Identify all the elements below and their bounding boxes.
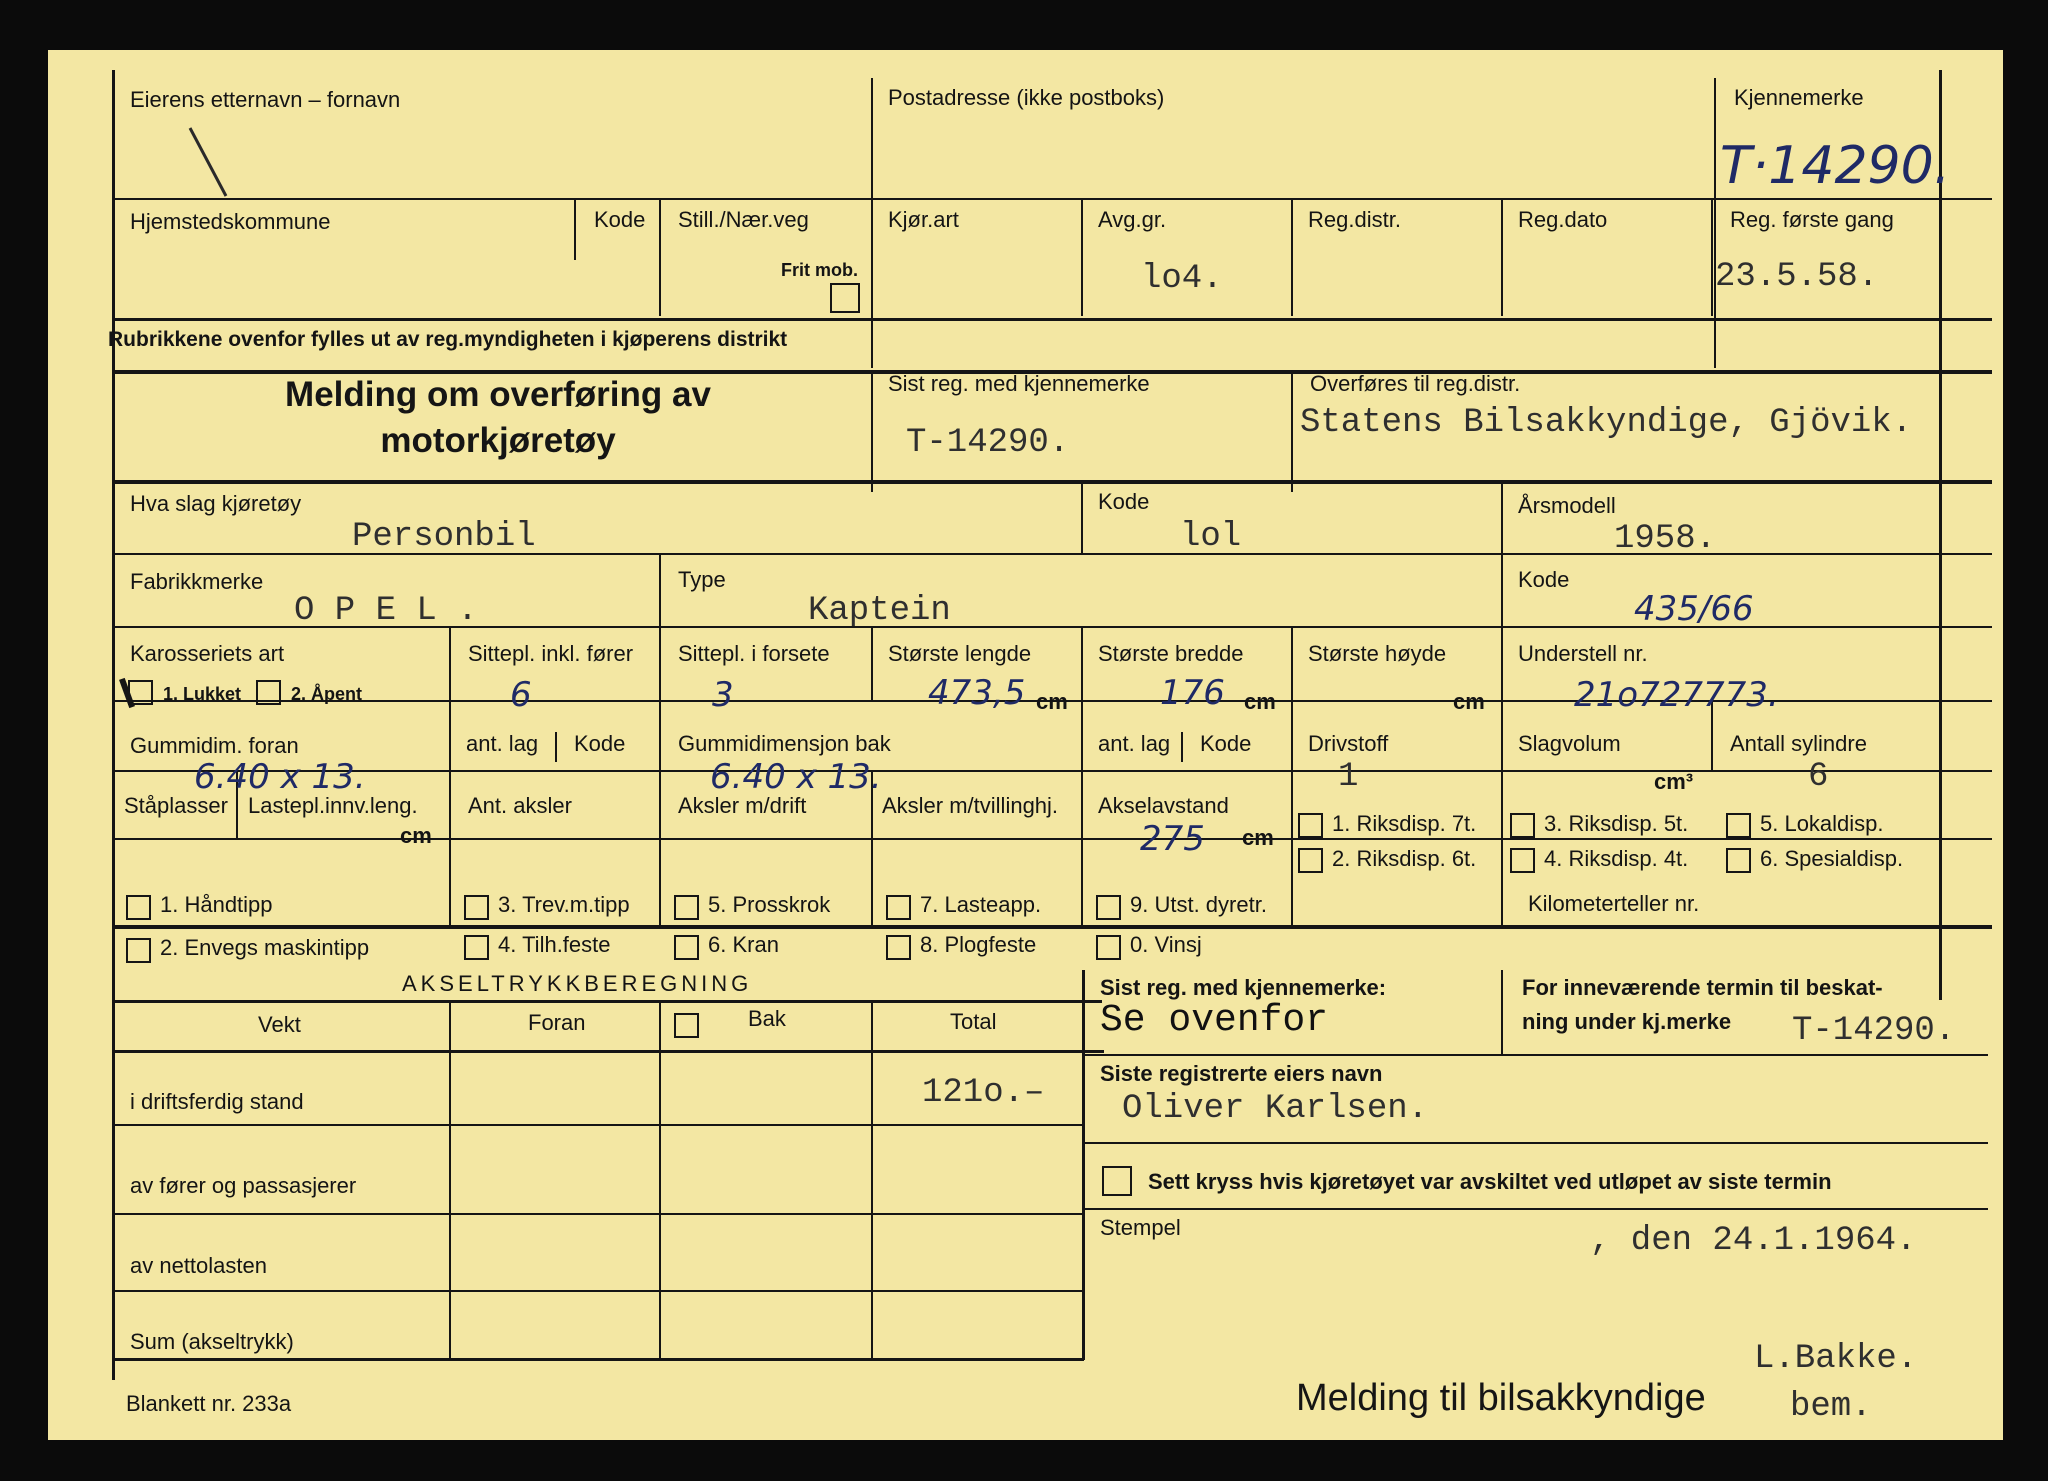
divider (112, 925, 1992, 929)
axle-col-total: Total (950, 1009, 997, 1034)
axle-heading: AKSELTRYKKBEREGNING (402, 971, 753, 996)
twin-axles-label: Aksler m/tvillinghj. (882, 793, 1059, 818)
divider (1081, 702, 1083, 772)
divider (1291, 374, 1293, 492)
drive-axles-label: Aksler m/drift (678, 793, 807, 818)
trev-tipp-label: 3. Trev.m.tipp (498, 892, 630, 917)
frit-mob-label: Frit mob. (781, 260, 858, 280)
seats-label: Sittepl. inkl. fører (468, 641, 634, 666)
divider (659, 628, 661, 701)
tire-rear-label: Gummidimensjon bak (678, 731, 891, 756)
form-title-line1: Melding om overføring av (285, 375, 711, 414)
divider (112, 480, 1992, 484)
wheelbase-value: 275 (1140, 819, 1205, 859)
frame-right-line (1939, 70, 1942, 1000)
width-unit: cm (1244, 689, 1276, 714)
vinsj-checkbox[interactable] (1096, 935, 1121, 960)
to-district-label: Overføres til reg.distr. (1310, 371, 1521, 396)
signature-date: , den 24.1.1964. (1590, 1222, 1917, 1260)
divider (114, 1050, 1104, 1053)
standing-label: Ståplasser (124, 793, 228, 818)
divider (112, 1290, 1084, 1292)
term-label-line2: ning under kj.merke (1522, 1009, 1732, 1034)
front-seats-value: 3 (712, 675, 734, 715)
axle-count-label: Ant. aksler (468, 793, 572, 818)
height-label: Største høyde (1308, 641, 1447, 666)
tilh-feste-label: 4. Tilh.feste (498, 932, 611, 957)
last-owner-value: Oliver Karlsen. (1122, 1090, 1429, 1128)
frit-mob-checkbox[interactable] (830, 283, 860, 313)
divider (1501, 702, 1503, 772)
authority-note: Rubrikkene ovenfor fylles ut av reg.myndigheten i kjøperens distrikt (108, 328, 788, 351)
tire-front-ply-label: ant. lag (466, 731, 539, 756)
fuel-label: Drivstoff (1308, 731, 1389, 756)
maskintipp-label: 2. Envegs maskintipp (160, 935, 370, 960)
handtipp-checkbox[interactable] (126, 895, 151, 920)
displacement-label: Slagvolum (1518, 731, 1621, 756)
divider (1291, 772, 1293, 927)
type-code-value: 435/66 (1634, 589, 1754, 629)
tire-rear-code-label: Kode (1200, 731, 1252, 756)
trev-tipp-checkbox[interactable] (464, 895, 489, 920)
type-label: Type (678, 567, 726, 592)
chassis-value: 21o727773. (1574, 675, 1779, 715)
tire-front-code-label: Kode (574, 731, 626, 756)
axle-row-operational-total: 121o.– (922, 1074, 1045, 1112)
form-title (198, 372, 798, 464)
frame-left-line (112, 70, 115, 1380)
riksdisp-1-label: 1. Riksdisp. 7t. (1332, 811, 1477, 836)
seats-value: 6 (510, 675, 532, 715)
divider (449, 628, 451, 701)
body-open-label: 2. Åpent (291, 684, 363, 704)
fuel-value: 1 (1338, 758, 1359, 796)
signer-title: bem. (1790, 1388, 1872, 1426)
model-year-label: Årsmodell (1518, 493, 1616, 518)
divider (1081, 484, 1083, 554)
divider (659, 702, 661, 772)
axle-col-weight: Vekt (258, 1012, 301, 1037)
first-reg-value: 23.5.58. (1715, 258, 1879, 296)
fee-group-value: lo4. (1141, 260, 1223, 298)
divider (1083, 1142, 1988, 1144)
divider (871, 78, 873, 368)
divider (112, 1358, 1084, 1361)
divider (112, 1124, 1084, 1126)
stamp-label: Stempel (1100, 1215, 1181, 1240)
body-open-checkbox[interactable] (256, 680, 281, 705)
axle-row-passengers: av fører og passasjerer (130, 1173, 357, 1198)
type-value: Kaptein (808, 592, 951, 630)
divider (1714, 78, 1716, 368)
divider (112, 318, 1992, 321)
divider (659, 772, 661, 927)
front-seats-label: Sittepl. i forsete (678, 641, 830, 666)
length-value: 473,5 (928, 673, 1026, 713)
plogfeste-checkbox[interactable] (886, 935, 911, 960)
type-code-label: Kode (1518, 567, 1570, 592)
length-unit: cm (1036, 689, 1068, 714)
divider (574, 200, 576, 260)
drive-type-label: Kjør.art (888, 207, 959, 232)
pen-mark (186, 122, 246, 202)
tire-rear-value: 6.40 x 13. (710, 757, 882, 797)
spesialdisp-label: 6. Spesialdisp. (1760, 846, 1904, 871)
divider (449, 702, 451, 772)
odometer-label: Kilometerteller nr. (1528, 891, 1700, 916)
divider (1081, 772, 1083, 927)
divider (1083, 1054, 1988, 1056)
lasteapp-checkbox[interactable] (886, 895, 911, 920)
divider (449, 772, 451, 927)
divider (449, 1003, 451, 1358)
plate-value: T·14290. (1720, 136, 1951, 196)
prosskrok-checkbox[interactable] (674, 895, 699, 920)
reg-district-label: Reg.distr. (1308, 207, 1401, 232)
address-label: Postadresse (ikke postboks) (888, 85, 1165, 110)
axle-col-front: Foran (528, 1010, 586, 1035)
divider (659, 1003, 661, 1358)
prosskrok-label: 5. Prosskrok (708, 892, 831, 917)
divider (1291, 200, 1293, 316)
divider (1501, 555, 1503, 627)
wheelbase-label: Akselavstand (1098, 793, 1229, 818)
owner-label: Eierens etternavn – fornavn (130, 87, 401, 112)
plate-label: Kjennemerke (1734, 85, 1864, 110)
kran-checkbox[interactable] (674, 935, 699, 960)
model-year-value: 1958. (1614, 520, 1717, 558)
vehicle-kind-label: Hva slag kjøretøy (130, 491, 302, 516)
reg-date-label: Reg.dato (1518, 207, 1608, 232)
body-closed-label: 1. Lukket (163, 684, 242, 704)
term-label-line1: For inneværende termin til beskat- (1522, 975, 1883, 1000)
cargo-length-label: Lastepl.innv.leng. (248, 793, 418, 818)
divider (112, 770, 1992, 772)
kran-label: 6. Kran (708, 932, 779, 957)
kind-code-value: lol (1180, 518, 1242, 556)
axle-col-rear: Bak (748, 1006, 786, 1031)
code-label: Kode (594, 207, 646, 232)
divider (1081, 628, 1083, 701)
divider (1711, 200, 1713, 316)
divider (1181, 732, 1183, 762)
divider (1082, 970, 1085, 1360)
displacement-unit: cm³ (1654, 769, 1694, 794)
length-label: Største lengde (888, 641, 1032, 666)
divider (1501, 970, 1503, 1055)
divider (871, 628, 873, 701)
utst-dyretr-checkbox[interactable] (1096, 895, 1121, 920)
axle-rear-checkbox[interactable] (674, 1013, 699, 1038)
maskintipp-checkbox[interactable] (126, 938, 151, 963)
handtipp-label: 1. Håndtipp (160, 892, 273, 917)
fee-group-label: Avg.gr. (1098, 207, 1167, 232)
tilh-feste-checkbox[interactable] (464, 935, 489, 960)
form-number: Blankett nr. 233a (126, 1391, 292, 1416)
lasteapp-label: 7. Lasteapp. (920, 892, 1042, 917)
term-plate-value: T-14290. (1792, 1012, 1956, 1050)
divider (1291, 702, 1293, 772)
last-reg-plate-label: Sist reg. med kjennemerke (888, 371, 1150, 396)
divider (1081, 200, 1083, 316)
divider (1501, 628, 1503, 701)
plogfeste-label: 8. Plogfeste (920, 932, 1037, 957)
divider (1501, 772, 1503, 927)
deregistered-label: Sett kryss hvis kjøretøyet var avskiltet ved utløpet av siste termin (1148, 1169, 1832, 1194)
to-district-value: Statens Bilsakkyndige, Gjövik. (1300, 404, 1913, 442)
divider (112, 1000, 1102, 1003)
width-label: Største bredde (1098, 641, 1244, 666)
cylinders-value: 6 (1808, 758, 1829, 796)
riksdisp-2-checkbox[interactable] (1298, 848, 1323, 873)
axle-row-netload: av nettolasten (130, 1253, 267, 1278)
make-value: O P E L . (294, 592, 478, 630)
road-label: Still./Nær.veg (678, 207, 809, 232)
riksdisp-3-checkbox[interactable] (1510, 813, 1535, 838)
tire-front-label: Gummidim. foran (130, 733, 299, 758)
body-type-label: Karosseriets art (130, 641, 285, 666)
divider (112, 198, 1992, 200)
tire-rear-ply-label: ant. lag (1098, 731, 1171, 756)
utst-dyretr-label: 9. Utst. dyretr. (1130, 892, 1267, 917)
municipality-label: Hjemstedskommune (130, 209, 331, 234)
wheelbase-unit: cm (1242, 825, 1274, 850)
make-label: Fabrikkmerke (130, 569, 264, 594)
axle-row-operational: i driftsferdig stand (130, 1089, 304, 1114)
divider (871, 374, 873, 492)
divider (659, 200, 661, 316)
last-owner-label: Siste registrerte eiers navn (1100, 1061, 1383, 1086)
first-reg-label: Reg. første gang (1730, 207, 1894, 232)
vehicle-kind-value: Personbil (352, 518, 536, 556)
tire-front-value: 6.40 x 13. (194, 757, 366, 797)
divider (555, 732, 557, 762)
riksdisp-4-checkbox[interactable] (1510, 848, 1535, 873)
lokaldisp-label: 5. Lokaldisp. (1760, 811, 1884, 836)
last-reg-value-2: Se ovenfor (1100, 999, 1329, 1042)
width-value: 176 (1160, 673, 1225, 713)
divider (1501, 484, 1503, 554)
divider (112, 1213, 1084, 1215)
cargo-length-unit: cm (400, 823, 432, 848)
form-title-line2: motorkjøretøy (380, 421, 616, 460)
divider (112, 838, 1992, 840)
last-reg-label-2: Sist reg. med kjennemerke: (1100, 975, 1387, 1000)
divider (1291, 628, 1293, 701)
chassis-label: Understell nr. (1518, 641, 1648, 666)
height-unit: cm (1453, 689, 1485, 714)
divider (659, 555, 661, 627)
riksdisp-3-label: 3. Riksdisp. 5t. (1544, 811, 1689, 836)
riksdisp-1-checkbox[interactable] (1298, 813, 1323, 838)
kind-code-label: Kode (1098, 489, 1150, 514)
registration-card (48, 50, 2003, 1440)
signer-name: L.Bakke. (1754, 1340, 1918, 1378)
cylinders-label: Antall sylindre (1730, 731, 1867, 756)
riksdisp-2-label: 2. Riksdisp. 6t. (1332, 846, 1477, 871)
divider (1083, 1208, 1988, 1210)
spesialdisp-checkbox[interactable] (1726, 848, 1751, 873)
lokaldisp-checkbox[interactable] (1726, 813, 1751, 838)
deregistered-checkbox[interactable] (1102, 1166, 1132, 1196)
divider (1501, 200, 1503, 316)
last-reg-plate-value: T-14290. (906, 424, 1070, 462)
riksdisp-4-label: 4. Riksdisp. 4t. (1544, 846, 1689, 871)
divider (871, 1003, 873, 1358)
footer-message: Melding til bilsakkyndige (1296, 1377, 1706, 1419)
body-closed-checkbox[interactable] (128, 680, 153, 705)
axle-row-sum: Sum (akseltrykk) (130, 1329, 294, 1354)
vinsj-label: 0. Vinsj (1130, 932, 1202, 957)
